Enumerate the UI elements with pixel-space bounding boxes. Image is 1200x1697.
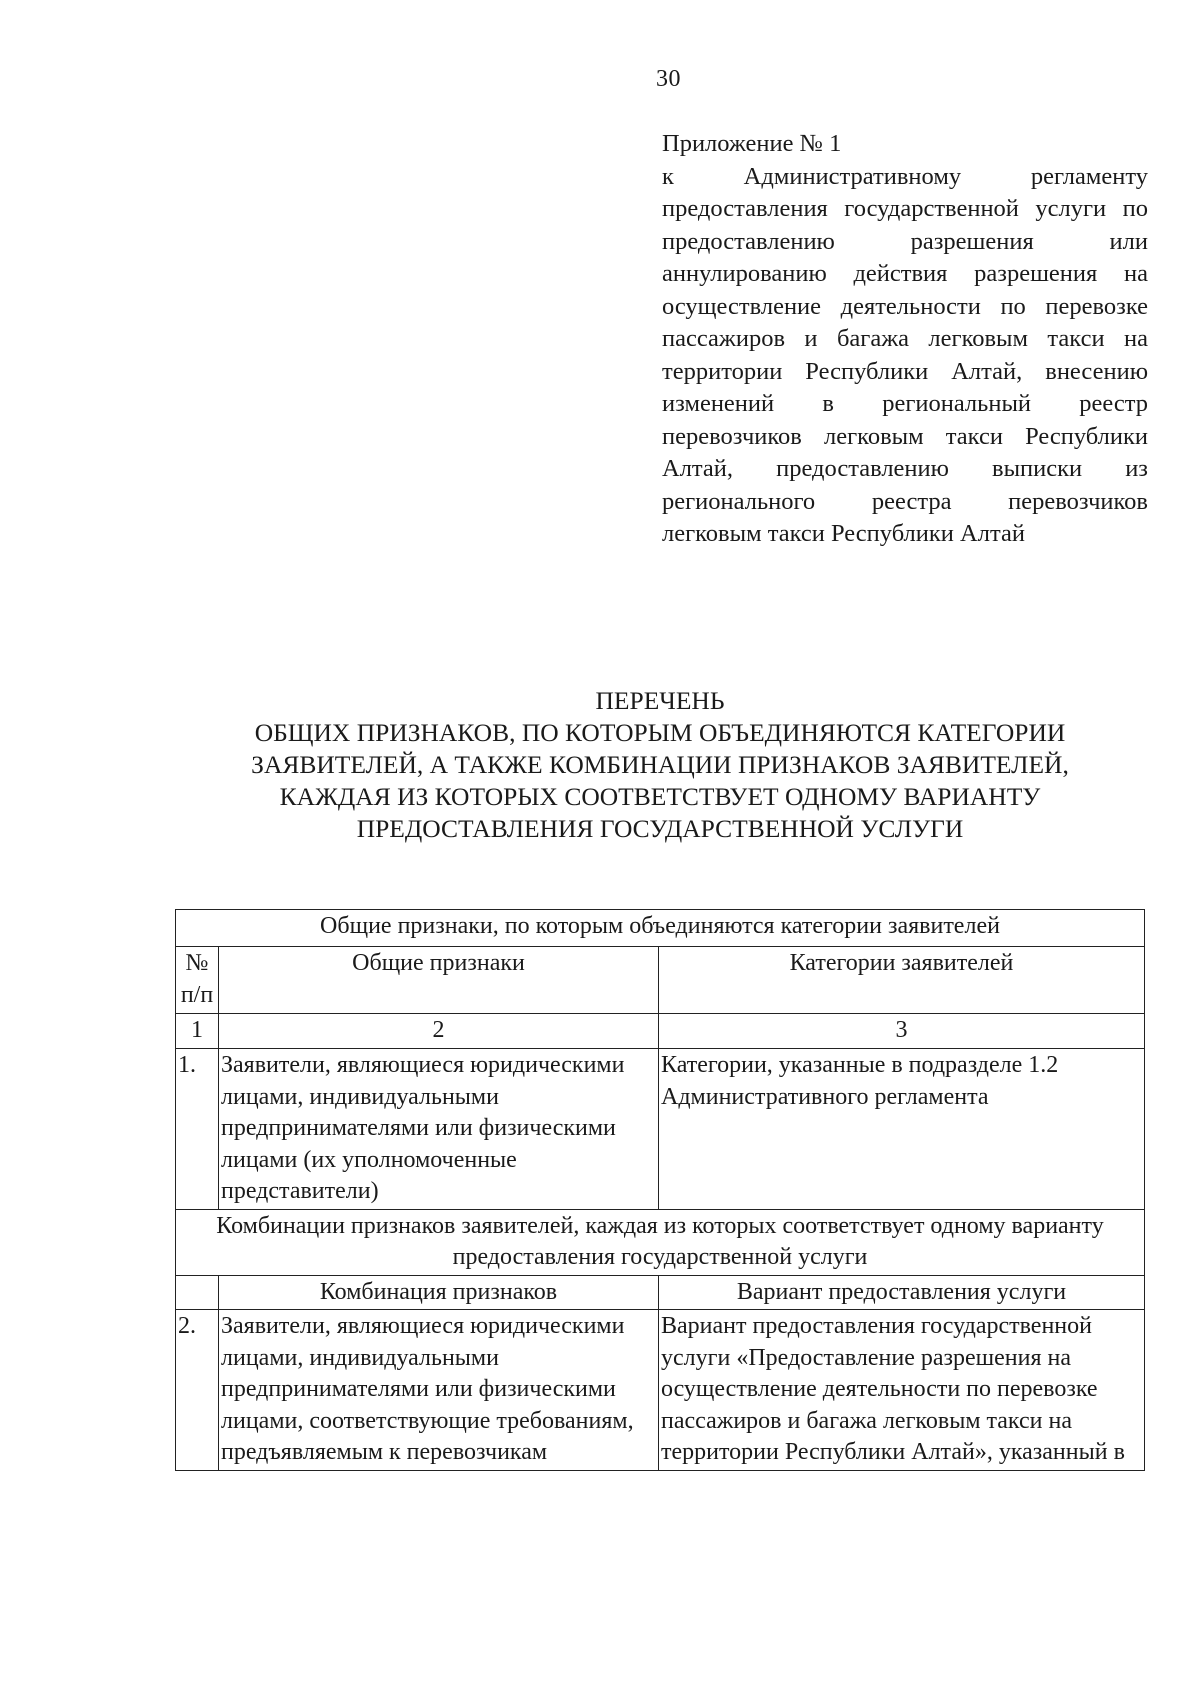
section-2-title: Комбинации признаков заявителей, каждая из которых соответствует одному варианту предоставления государственной услуги [176,1209,1145,1275]
heading-line-2: ОБЩИХ ПРИЗНАКОВ, ПО КОТОРЫМ ОБЪЕДИНЯЮТСЯ КАТЕГОРИИ [254,718,1066,747]
row-2-variant: Вариант предоставления государственной услуги «Предоставление разрешения на осуществление деятельности по перевозке пассажиров и багажа легковым такси на территории Республики Алтай», указанный в [659,1310,1145,1471]
table-index-row [176,1014,1145,1049]
section-1-title: Общие признаки, по которым объединяются категории заявителей [176,910,1145,947]
header-categories: Категории заявителей [659,947,1145,1014]
appendix-title: Приложение № 1 [662,130,842,157]
page-number: 30 [656,66,681,92]
applicant-features-table [175,909,1145,1471]
document-heading [160,685,1160,845]
index-3: 3 [659,1014,1145,1049]
header-combination: Комбинация признаков [219,1275,659,1310]
header-num: № п/п [176,947,219,1014]
table-header-row [176,947,1145,1014]
table-header-row-2 [176,1275,1145,1310]
row-2-combination: Заявители, являющиеся юридическими лицами, индивидуальными предпринимателями или физическими лицами, соответствующие требованиям, предъявляемым к перевозчикам [219,1310,659,1471]
appendix-text: к Административному регламенту предоставления государственной услуги по предоставлению разрешения или аннулированию действия разрешения на осуществление деятельности по перевозке пассажиров и багажа легковым такси на территории Республики Алтай, внесению изменений в региональный реестр перевозчиков легковым такси Республики Алтай, предоставлению выписки из регионального реестра перевозчиков легковым такси Республики Алтай [662,162,1148,547]
table-row [176,1310,1145,1471]
table-section-2-title-row [176,1209,1145,1275]
table-row [176,1049,1145,1210]
header-features: Общие признаки [219,947,659,1014]
heading-line-3: ЗАЯВИТЕЛЕЙ, А ТАКЖЕ КОМБИНАЦИИ ПРИЗНАКОВ ЗАЯВИТЕЛЕЙ, [251,750,1069,779]
index-1: 1 [176,1014,219,1049]
index-2: 2 [219,1014,659,1049]
heading-line-1: ПЕРЕЧЕНЬ [595,686,725,715]
header-variant: Вариант предоставления услуги [659,1275,1145,1310]
row-1-features: Заявители, являющиеся юридическими лицами, индивидуальными предпринимателями или физическими лицами (их уполномоченные представители) [219,1049,659,1210]
appendix-block [662,128,1148,551]
row-2-num: 2. [176,1310,219,1471]
table-section-1-title-row [176,910,1145,947]
heading-line-4: КАЖДАЯ ИЗ КОТОРЫХ СООТВЕТСТВУЕТ ОДНОМУ ВАРИАНТУ [279,782,1041,811]
row-1-categories: Категории, указанные в подразделе 1.2 Административного регламента [659,1049,1145,1210]
heading-line-5: ПРЕДОСТАВЛЕНИЯ ГОСУДАРСТВЕННОЙ УСЛУГИ [356,814,964,843]
header-2-empty [176,1275,219,1310]
row-1-num: 1. [176,1049,219,1210]
